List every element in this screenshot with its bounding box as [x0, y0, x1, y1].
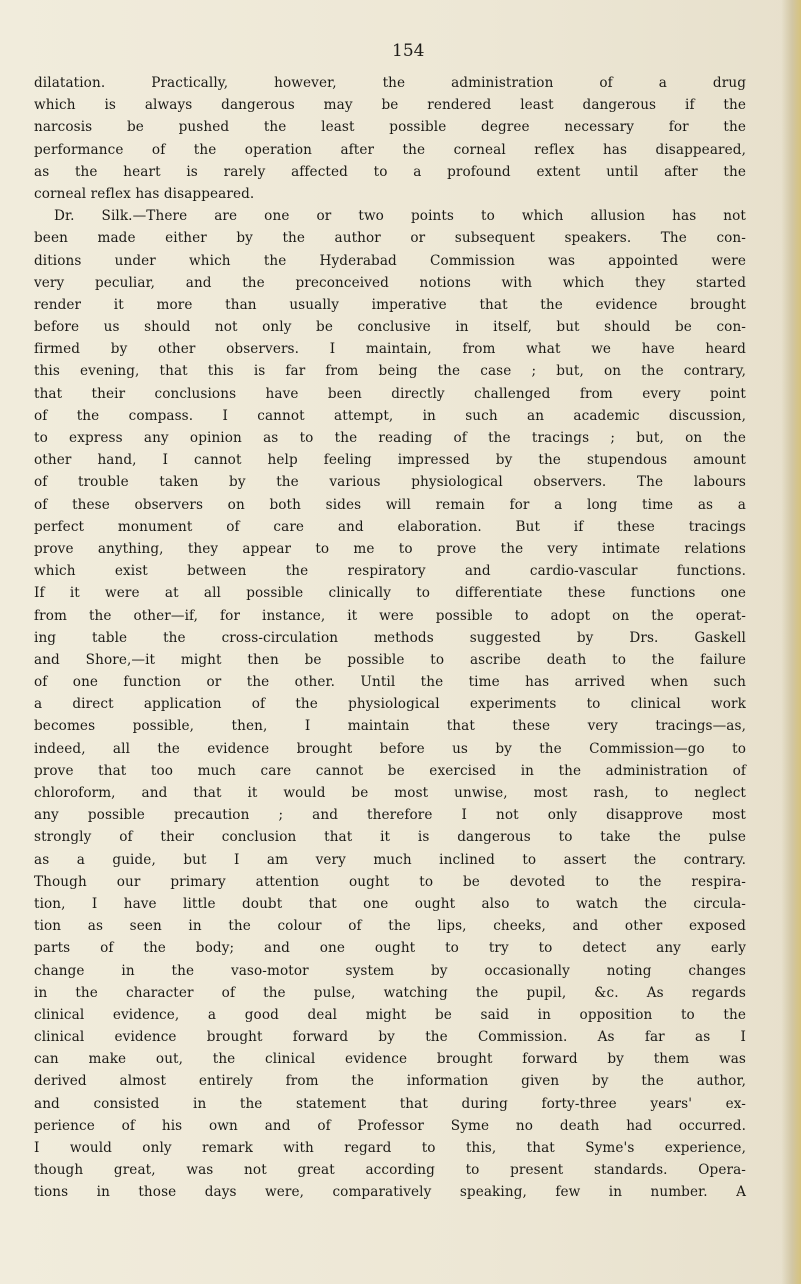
text-line: this evening, that this is far from being the case ; but, on the contrary,	[34, 363, 746, 380]
text-line: ing table the cross-circulation methods suggested by Drs. Gaskell	[34, 629, 746, 646]
text-line: I would only remark with regard to this, that Syme's experience,	[34, 1140, 746, 1156]
text-line: If it were at all possible clinically to differentiate these functions one	[34, 585, 746, 602]
text-line: and Shore,—it might then be possible to ascribe death to the failure	[34, 651, 746, 668]
text-line: tion, I have little doubt that one ought also to watch the circula-	[34, 895, 746, 912]
text-line: dilatation. Practically, however, the administration of a drug	[34, 75, 746, 91]
text-line: tions in those days were, comparatively speaking, few in number. A	[34, 1184, 746, 1201]
text-line: prove anything, they appear to me to prove the very intimate relations	[34, 540, 746, 557]
text-line: which exist between the respiratory and cardio-vascular functions.	[34, 563, 746, 580]
text-line: in the character of the pulse, watching the pupil, &c. As regards	[34, 984, 746, 1001]
text-line: indeed, all the evidence brought before us by the Commission—go to	[34, 740, 746, 757]
text-line: corneal reflex has disappeared.	[34, 185, 255, 202]
text-line: clinical evidence, a good deal might be said in opposition to the	[34, 1006, 746, 1023]
text-line: a direct application of the physiological experiments to clinical work	[34, 696, 746, 713]
text-line: to express any opinion as to the reading of the tracings ; but, on the	[34, 430, 746, 446]
page-number: 154	[392, 41, 425, 61]
text-line: as the heart is rarely affected to a profound extent until after the	[34, 163, 746, 180]
text-line: and consisted in the statement that during forty-three years' ex-	[34, 1095, 746, 1112]
text-line: change in the vaso-motor system by occasionally noting changes	[34, 962, 746, 979]
text-line: as a guide, but I am very much inclined to assert the contrary.	[34, 851, 746, 868]
text-line: tion as seen in the colour of the lips, cheeks, and other exposed	[34, 918, 746, 935]
text-line: other hand, I cannot help feeling impressed by the stupendous amount	[34, 452, 746, 469]
text-line: perience of his own and of Professor Syme no death had occurred.	[34, 1117, 746, 1134]
text-line: of the compass. I cannot attempt, in such an academic discussion,	[34, 407, 746, 424]
text-line: very peculiar, and the preconceived notions with which they started	[34, 274, 746, 291]
text-line: becomes possible, then, I maintain that these very tracings—as,	[34, 718, 746, 735]
body-text	[34, 72, 746, 1204]
text-line: derived almost entirely from the information given by the author,	[34, 1073, 746, 1090]
text-line: of one function or the other. Until the time has arrived when such	[34, 674, 746, 691]
text-line: parts of the body; and one ought to try to detect any early	[34, 940, 746, 957]
text-line: render it more than usually imperative that the evidence brought	[34, 296, 746, 313]
text-line: of trouble taken by the various physiological observers. The labours	[34, 474, 746, 491]
page-edge-shadow	[781, 0, 801, 1284]
text-line: any possible precaution ; and therefore I not only disapprove most	[34, 807, 746, 824]
text-line: can make out, the clinical evidence brought forward by them was	[34, 1051, 746, 1068]
text-line: strongly of their conclusion that it is dangerous to take the pulse	[34, 829, 746, 846]
text-line: before us should not only be conclusive in itself, but should be con-	[34, 319, 746, 336]
text-line: of these observers on both sides will remain for a long time as a	[34, 496, 746, 513]
text-line: perfect monument of care and elaboration. But if these tracings	[34, 518, 746, 535]
text-line: performance of the operation after the corneal reflex has disappeared,	[34, 141, 746, 158]
text-line: though great, was not great according to present standards. Opera-	[34, 1162, 746, 1179]
text-line: chloroform, and that it would be most unwise, most rash, to neglect	[34, 785, 746, 801]
text-line: been made either by the author or subsequent speakers. The con-	[34, 230, 746, 247]
text-line: that their conclusions have been directly challenged from every point	[34, 385, 746, 402]
text-line: clinical evidence brought forward by the Commission. As far as I	[34, 1029, 746, 1046]
text-line: from the other—if, for instance, it were possible to adopt on the operat-	[34, 607, 746, 624]
text-line: which is always dangerous may be rendered least dangerous if the	[34, 97, 746, 114]
text-line: narcosis be pushed the least possible degree necessary for the	[34, 119, 746, 136]
text-line: Dr. Silk.—There are one or two points to which allusion has not	[54, 208, 746, 225]
text-line: prove that too much care cannot be exercised in the administration of	[34, 762, 746, 779]
text-line: ditions under which the Hyderabad Commission was appointed were	[34, 252, 746, 269]
text-line: Though our primary attention ought to be devoted to the respira-	[34, 873, 746, 890]
text-line: firmed by other observers. I maintain, from what we have heard	[34, 341, 746, 358]
